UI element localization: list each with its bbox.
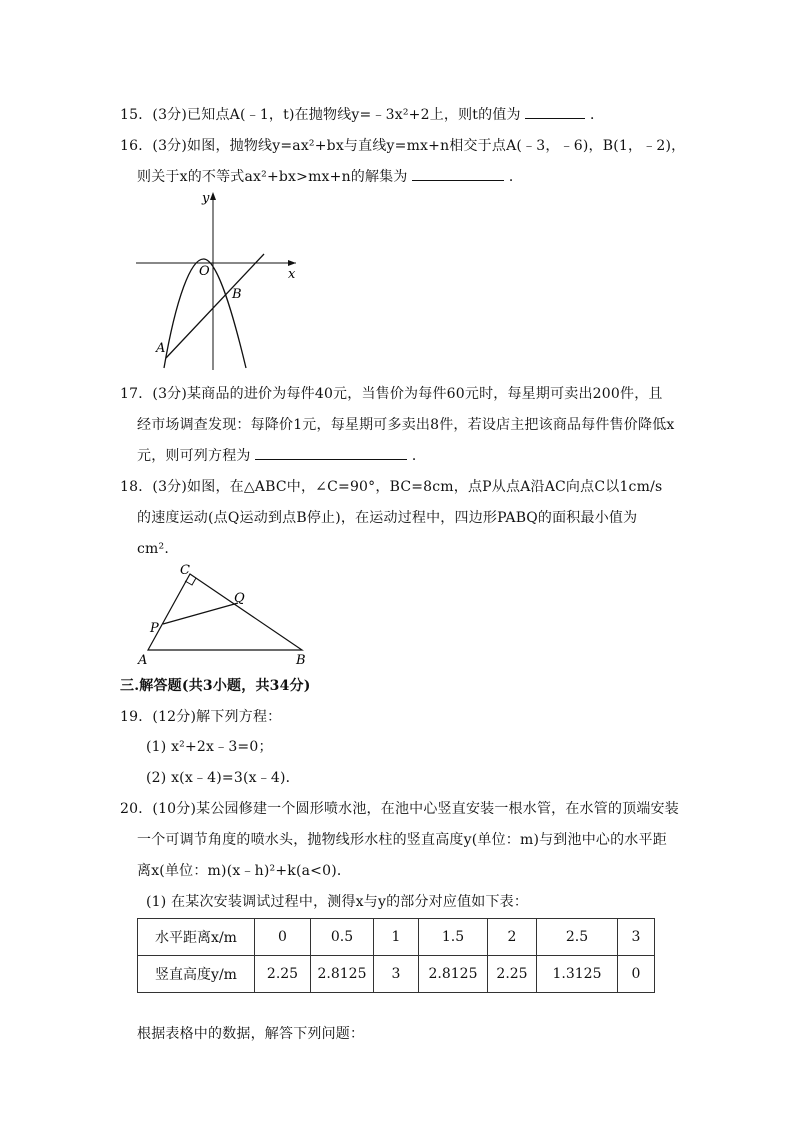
table-cell: 0.5 — [311, 919, 374, 956]
answer-blank-16[interactable] — [412, 166, 504, 181]
table-cell: 0 — [618, 956, 655, 993]
section-heading: 三.解答题(共3小题，共34分) — [120, 678, 311, 694]
triangle-abc — [148, 574, 302, 650]
question-19-part2: (2) x(x﹣4)=3(x﹣4)． — [146, 770, 300, 786]
table-cell: 0 — [255, 919, 311, 956]
question-18-line1: 18．(3分)如图，在△ABC中，∠C=90°，BC=8cm，点P从点A沿AC向点C以1cm/s — [120, 479, 663, 495]
question-18-line3: cm². — [137, 541, 169, 557]
question-19-part1: (1) x²+2x﹣3=0； — [146, 739, 273, 755]
question-16-text: 则关于x的不等式ax²+bx>mx+n的解集为 — [137, 169, 408, 185]
question-20-line1: 20．(10分)某公园修建一个圆形喷水池，在池中心竖直安装一根水管，在水管的顶端安装 — [120, 801, 679, 817]
table-row — [138, 956, 655, 993]
table-cell: 1.5 — [419, 919, 488, 956]
question-20-after: 根据表格中的数据，解答下列问题： — [137, 1026, 365, 1042]
question-17-line1: 17．(3分)某商品的进价为每件40元，当售价为每件60元时，每星期可卖出200件，且 — [120, 386, 663, 402]
question-17-end: ． — [411, 448, 427, 464]
answer-blank-15[interactable] — [525, 104, 585, 119]
point-c-label: C — [180, 563, 190, 578]
table-cell: 1 — [374, 919, 419, 956]
point-b-label: B — [296, 653, 306, 668]
question-15-end: ． — [590, 107, 605, 123]
point-a-label: A — [156, 341, 166, 356]
question-19-line1: 19．(12分)解下列方程： — [120, 709, 282, 725]
point-a-label: A — [138, 653, 148, 668]
segment-pq — [163, 603, 238, 624]
question-16-line2 — [137, 166, 523, 187]
question-20-line3: 离x(单位：m)(x﹣h)²+k(a<0)． — [137, 863, 352, 879]
question-17-line2: 经市场调查发现：每降价1元，每星期可多卖出8件，若设店主把该商品每件售价降低x — [137, 417, 675, 433]
table-cell: 2.25 — [255, 956, 311, 993]
question-16-end: ． — [508, 169, 524, 185]
table-cell: 2.25 — [488, 956, 537, 993]
answer-blank-17[interactable] — [255, 445, 407, 460]
question-20-line2: 一个可调节角度的喷水头，抛物线形水柱的竖直高度y(单位：m)与到池中心的水平距 — [137, 832, 667, 848]
figure-parabola-line — [136, 188, 306, 378]
origin-label: O — [199, 264, 210, 279]
table-cell: 2.5 — [537, 919, 618, 956]
table-cell: 2.8125 — [311, 956, 374, 993]
point-q-label: Q — [234, 591, 245, 606]
table-row-label: 竖直高度y/m — [138, 956, 255, 993]
question-16-line1: 16．(3分)如图，抛物线y=ax²+bx与直线y=mx+n相交于点A(﹣3，﹣6)，B(1，﹣2)， — [120, 138, 686, 154]
question-20-part1: (1) 在某次安装调试过程中，测得x与y的部分对应值如下表： — [146, 894, 529, 910]
question-15 — [120, 104, 604, 125]
x-axis-arrow — [288, 260, 296, 266]
table-cell: 3 — [618, 919, 655, 956]
data-table — [137, 918, 655, 993]
figure-triangle — [134, 560, 314, 670]
x-axis-label: x — [288, 267, 296, 282]
question-18-line2: 的速度运动(点Q运动到点B停止)，在运动过程中，四边形PABQ的面积最小值为 — [137, 510, 638, 526]
question-17-text: 元，则可列方程为 — [137, 448, 251, 464]
y-axis-label: y — [202, 191, 210, 206]
question-15-text: 15．(3分)已知点A(﹣1，t)在抛物线y=﹣3x²+2上，则t的值为 — [120, 107, 521, 123]
point-p-label: P — [150, 621, 159, 636]
table-cell: 1.3125 — [537, 956, 618, 993]
table-cell: 3 — [374, 956, 419, 993]
question-17-line3 — [137, 445, 426, 466]
table-cell: 2 — [488, 919, 537, 956]
point-b-label: B — [232, 287, 242, 302]
table-row-label: 水平距离x/m — [138, 919, 255, 956]
y-axis-arrow — [210, 192, 216, 200]
table-cell: 2.8125 — [419, 956, 488, 993]
table-row — [138, 919, 655, 956]
